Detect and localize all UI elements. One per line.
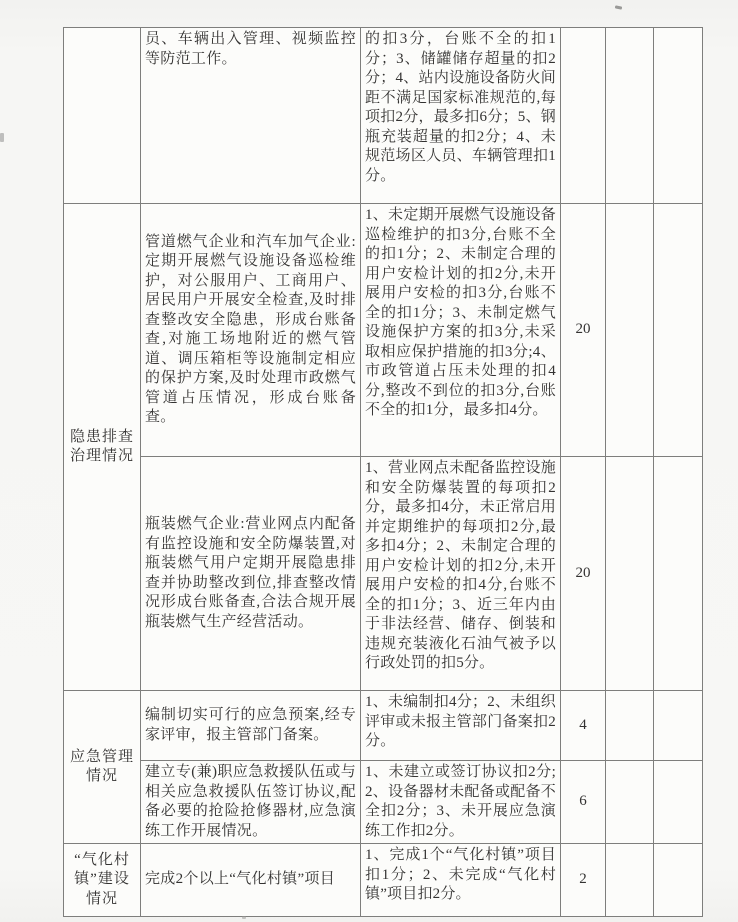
empty-cell [606,761,654,844]
scoring-criteria-cell: 1、未定期开展燃气设施设备巡检维护的扣3分,台账不全的扣1分；2、未制定合理的用户安检计划的扣2分,未开展用户安检的扣3分,台账不全的扣1分；3、未制定燃气设施保护方案的扣3分,未采取相应保护措施的扣3分;4、市政管道占压未处理的扣4分,整改不到位的扣3分,台账不全的扣1分，最多扣4分。 [361,204,561,457]
requirement-cell: 管道燃气企业和汽车加气企业:定期开展燃气设施设备巡检维护，对公服用户、工商用户、居民用户开展安全检查,及时排查整改安全隐患，形成台账备查,对施工场地附近的燃气管道、调压箱柜等设施制定相应的保护方案,及时处理市政燃气管道占压情况，形成台账备查。 [141,204,361,457]
category-cell-emergency-management: 应急管理情况 [64,691,141,844]
score-cell: 20 [561,204,606,457]
score-cell: 20 [561,457,606,691]
scoring-criteria-cell: 1、营业网点未配备监控设施和安全防爆装置的每项扣2分，最多扣4分，未正常启用并定期维护的每项扣2分,最多扣4分；2、未制定合理的用户安检计划的扣2分,未开展用户安检的扣4分,台账不全的扣1分；3、近三年内由于非法经营、储存、倒装和违规充装液化石油气被予以行政处罚的扣5分。 [361,457,561,691]
score-cell: 2 [561,844,606,917]
empty-cell [606,28,654,204]
category-cell-gasification-town: “气化村镇”建设情况 [64,844,141,917]
scoring-criteria-cell: 的扣3分，台账不全的扣1分；3、储罐储存超量的扣2分；4、站内设施设备防火间距不满足国家标准规范的,每项扣2分，最多扣6分；5、钢瓶充装超量的扣2分；4、未规范场区人员、车辆管理扣1分。 [361,28,561,204]
empty-cell [606,457,654,691]
table-row [64,761,703,844]
table-row [64,844,703,917]
empty-cell [654,844,703,917]
table-row [64,204,703,457]
score-cell: 4 [561,691,606,761]
empty-cell [654,28,703,204]
scoring-criteria-cell: 1、未建立或签订协议扣2分; 2、设备器材未配备或配备不全扣2分；3、未开展应急演练工作扣2分。 [361,761,561,844]
scoring-criteria-cell: 1、未编制扣4分；2、未组织评审或未报主管部门备案扣2分。 [361,691,561,761]
category-cell-continued [64,28,141,204]
score-cell [561,28,606,204]
scan-artifact [615,5,622,9]
requirement-cell: 编制切实可行的应急预案,经专家评审，报主管部门备案。 [141,691,361,761]
table-row [64,28,703,204]
empty-cell [606,691,654,761]
requirement-cell: 瓶装燃气企业:营业网点内配备有监控设施和安全防爆装置,对瓶装燃气用户定期开展隐患排查并协助整改到位,排查整改情况形成台账备查,合法合规开展瓶装燃气生产经营活动。 [141,457,361,691]
requirement-cell: 完成2个以上“气化村镇”项目 [141,844,361,917]
empty-cell [654,691,703,761]
empty-cell [654,204,703,457]
empty-cell [654,761,703,844]
requirement-cell: 建立专(兼)职应急救援队伍或与相关应急救援队伍签订协议,配备必要的抢险抢修器材,应急演练工作开展情况。 [141,761,361,844]
score-cell: 6 [561,761,606,844]
empty-cell [606,844,654,917]
scan-artifact [242,916,246,919]
table-row [64,457,703,691]
gas-safety-assessment-table [63,27,703,917]
requirement-cell: 员、车辆出入管理、视频监控等防范工作。 [141,28,361,204]
empty-cell [606,204,654,457]
table-row [64,691,703,761]
scoring-criteria-cell: 1、完成1个“气化村镇”项目扣1分；2、未完成“气化村镇”项目扣2分。 [361,844,561,917]
scan-artifact [0,133,4,142]
category-cell-hidden-danger: 隐患排查治理情况 [64,204,141,691]
empty-cell [654,457,703,691]
